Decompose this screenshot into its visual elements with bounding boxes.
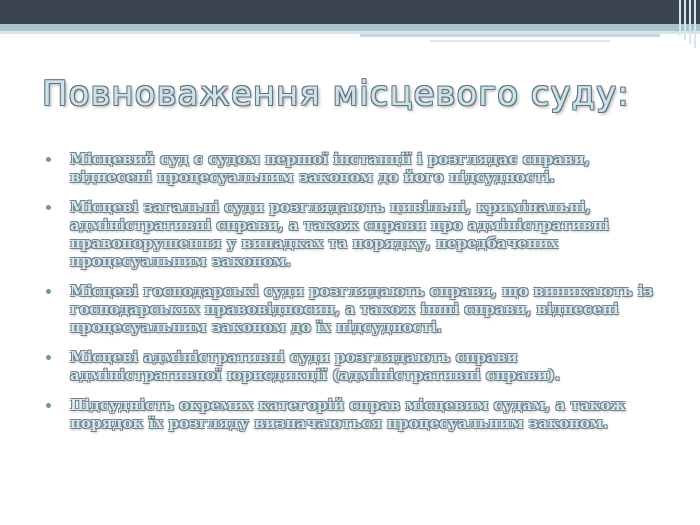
bullet-item — [46, 348, 666, 384]
bullet-list — [46, 150, 666, 444]
bullet-text: Місцеві загальні суди розглядають цивільні, кримінальні, адміністративні справи, а також справи про адміністративні правопорушення у випадках та порядку, передбачених процесуальним законом. — [70, 198, 610, 270]
bullet-item — [46, 150, 666, 186]
bullet-dot-icon — [46, 403, 51, 408]
slide-title: Повноваження місцевого суду: — [42, 74, 630, 114]
header-stripe-accent — [360, 34, 660, 37]
bullet-item — [46, 198, 666, 270]
bullet-dot-icon — [46, 205, 51, 210]
bullet-item — [46, 396, 666, 432]
bullet-text: Місцеві господарські суди розглядають справи, що виникають із господарських правовідносин, а також інші справи, віднесені процесуальним законом до їх підсудності. — [70, 282, 654, 336]
header-stripe — [0, 24, 700, 31]
header-stripe-accent-thin — [430, 40, 610, 42]
bullet-item — [46, 282, 666, 336]
header-band — [0, 0, 700, 24]
bullet-text: Підсудність окремих категорій справ місцевим судам, а також порядок їх розгляду визначаються процесуальним законом. — [70, 396, 626, 432]
bullet-dot-icon — [46, 289, 51, 294]
corner-lines-decoration — [666, 0, 700, 48]
bullet-text: Місцевий суд є судом першої інстанції і розглядає справи, віднесені процесуальним законом до його підсудності. — [70, 150, 590, 186]
bullet-text: Місцеві адміністративні суди розглядають справи адміністративної юрисдикції (адміністративні справи). — [70, 348, 561, 384]
bullet-dot-icon — [46, 157, 51, 162]
bullet-dot-icon — [46, 355, 51, 360]
